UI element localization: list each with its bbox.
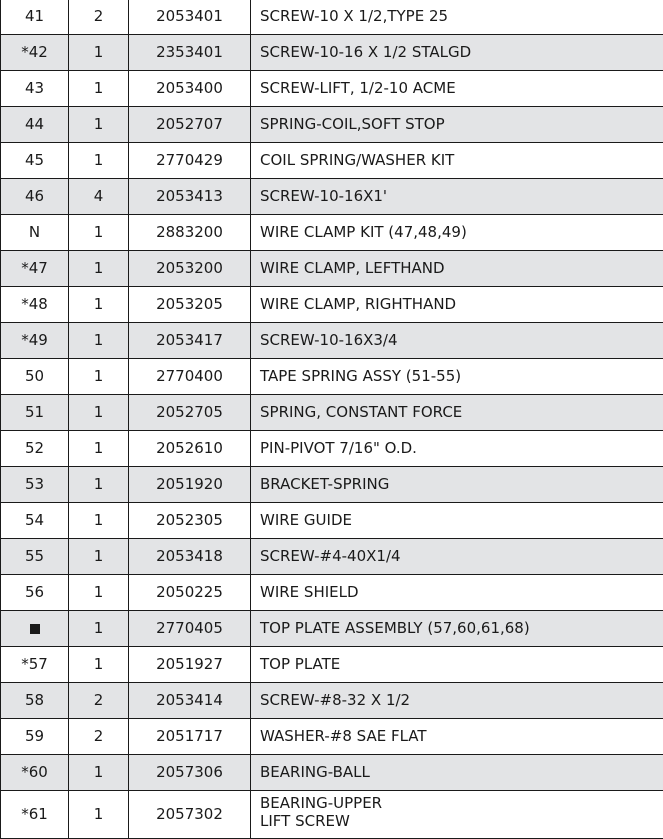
item-number-cell: 55 xyxy=(1,539,69,575)
part-number-cell: 2053417 xyxy=(129,323,251,359)
quantity-cell: 2 xyxy=(69,683,129,719)
part-number-cell: 2770405 xyxy=(129,611,251,647)
table-row xyxy=(1,107,663,143)
item-number-cell: 53 xyxy=(1,467,69,503)
description-cell: TAPE SPRING ASSY (51-55) xyxy=(251,359,663,395)
item-number-cell: 50 xyxy=(1,359,69,395)
quantity-cell: 1 xyxy=(69,287,129,323)
item-number-cell: 45 xyxy=(1,143,69,179)
quantity-cell: 1 xyxy=(69,791,129,839)
table-row xyxy=(1,0,663,35)
quantity-cell: 1 xyxy=(69,35,129,71)
description-cell: WIRE SHIELD xyxy=(251,575,663,611)
table-row xyxy=(1,395,663,431)
item-number-cell: 43 xyxy=(1,71,69,107)
description-cell: WIRE CLAMP, RIGHTHAND xyxy=(251,287,663,323)
quantity-cell: 1 xyxy=(69,215,129,251)
quantity-cell: 1 xyxy=(69,611,129,647)
table-row xyxy=(1,683,663,719)
table-row xyxy=(1,35,663,71)
description-cell: WASHER-#8 SAE FLAT xyxy=(251,719,663,755)
item-number-cell: *48 xyxy=(1,287,69,323)
parts-list-body xyxy=(1,0,663,839)
table-row xyxy=(1,755,663,791)
item-number-cell: *42 xyxy=(1,35,69,71)
quantity-cell: 1 xyxy=(69,467,129,503)
quantity-cell: 1 xyxy=(69,539,129,575)
part-number-cell: 2053205 xyxy=(129,287,251,323)
part-number-cell: 2052610 xyxy=(129,431,251,467)
part-number-cell: 2057306 xyxy=(129,755,251,791)
part-number-cell: 2053400 xyxy=(129,71,251,107)
quantity-cell: 1 xyxy=(69,251,129,287)
description-cell: PIN-PIVOT 7/16" O.D. xyxy=(251,431,663,467)
table-row xyxy=(1,539,663,575)
item-number-cell: 58 xyxy=(1,683,69,719)
description-cell: WIRE GUIDE xyxy=(251,503,663,539)
item-number-cell: 51 xyxy=(1,395,69,431)
quantity-cell: 2 xyxy=(69,719,129,755)
table-row xyxy=(1,215,663,251)
item-number-cell xyxy=(1,611,69,647)
quantity-cell: 1 xyxy=(69,143,129,179)
quantity-cell: 1 xyxy=(69,107,129,143)
table-row xyxy=(1,179,663,215)
description-cell: SCREW-10-16X1' xyxy=(251,179,663,215)
item-number-cell: *61 xyxy=(1,791,69,839)
part-number-cell: 2883200 xyxy=(129,215,251,251)
part-number-cell: 2057302 xyxy=(129,791,251,839)
description-cell: BEARING-BALL xyxy=(251,755,663,791)
part-number-cell: 2051927 xyxy=(129,647,251,683)
table-row xyxy=(1,467,663,503)
quantity-cell: 1 xyxy=(69,395,129,431)
table-row xyxy=(1,251,663,287)
item-number-cell: 59 xyxy=(1,719,69,755)
part-number-cell: 2052305 xyxy=(129,503,251,539)
description-cell: TOP PLATE xyxy=(251,647,663,683)
item-number-cell: 44 xyxy=(1,107,69,143)
item-number-cell: *60 xyxy=(1,755,69,791)
item-number-cell: 54 xyxy=(1,503,69,539)
description-cell: SCREW-10-16X3/4 xyxy=(251,323,663,359)
table-row xyxy=(1,287,663,323)
description-cell: BEARING-UPPER LIFT SCREW xyxy=(251,791,663,839)
item-number-cell: *49 xyxy=(1,323,69,359)
description-cell: SCREW-LIFT, 1/2-10 ACME xyxy=(251,71,663,107)
quantity-cell: 4 xyxy=(69,179,129,215)
description-cell: WIRE CLAMP, LEFTHAND xyxy=(251,251,663,287)
part-number-cell: 2051920 xyxy=(129,467,251,503)
quantity-cell: 1 xyxy=(69,647,129,683)
item-number-cell: 46 xyxy=(1,179,69,215)
part-number-cell: 2053414 xyxy=(129,683,251,719)
part-number-cell: 2053418 xyxy=(129,539,251,575)
part-number-cell: 2050225 xyxy=(129,575,251,611)
quantity-cell: 1 xyxy=(69,431,129,467)
part-number-cell: 2052705 xyxy=(129,395,251,431)
quantity-cell: 1 xyxy=(69,323,129,359)
description-cell: TOP PLATE ASSEMBLY (57,60,61,68) xyxy=(251,611,663,647)
part-number-cell: 2053200 xyxy=(129,251,251,287)
quantity-cell: 1 xyxy=(69,71,129,107)
item-number-cell: N xyxy=(1,215,69,251)
table-row xyxy=(1,71,663,107)
table-row xyxy=(1,143,663,179)
description-cell: SCREW-10 X 1/2,TYPE 25 xyxy=(251,0,663,35)
part-number-cell: 2053401 xyxy=(129,0,251,35)
part-number-cell: 2051717 xyxy=(129,719,251,755)
description-cell: COIL SPRING/WASHER KIT xyxy=(251,143,663,179)
description-cell: BRACKET-SPRING xyxy=(251,467,663,503)
description-cell: SPRING, CONSTANT FORCE xyxy=(251,395,663,431)
description-cell: SCREW-10-16 X 1/2 STALGD xyxy=(251,35,663,71)
item-number-cell: 52 xyxy=(1,431,69,467)
part-number-cell: 2353401 xyxy=(129,35,251,71)
item-number-cell: 56 xyxy=(1,575,69,611)
part-number-cell: 2053413 xyxy=(129,179,251,215)
table-row xyxy=(1,323,663,359)
description-cell: WIRE CLAMP KIT (47,48,49) xyxy=(251,215,663,251)
table-row xyxy=(1,575,663,611)
quantity-cell: 1 xyxy=(69,503,129,539)
table-row xyxy=(1,431,663,467)
quantity-cell: 1 xyxy=(69,575,129,611)
table-row xyxy=(1,647,663,683)
table-row xyxy=(1,359,663,395)
item-number-cell: 41 xyxy=(1,0,69,35)
quantity-cell: 1 xyxy=(69,359,129,395)
quantity-cell: 2 xyxy=(69,0,129,35)
table-row xyxy=(1,719,663,755)
description-cell: SPRING-COIL,SOFT STOP xyxy=(251,107,663,143)
part-number-cell: 2770429 xyxy=(129,143,251,179)
description-cell: SCREW-#8-32 X 1/2 xyxy=(251,683,663,719)
quantity-cell: 1 xyxy=(69,755,129,791)
square-bullet-icon xyxy=(30,624,40,634)
item-number-cell: *47 xyxy=(1,251,69,287)
item-number-cell: *57 xyxy=(1,647,69,683)
table-row xyxy=(1,611,663,647)
table-row xyxy=(1,503,663,539)
description-cell: SCREW-#4-40X1/4 xyxy=(251,539,663,575)
part-number-cell: 2052707 xyxy=(129,107,251,143)
table-row xyxy=(1,791,663,839)
part-number-cell: 2770400 xyxy=(129,359,251,395)
